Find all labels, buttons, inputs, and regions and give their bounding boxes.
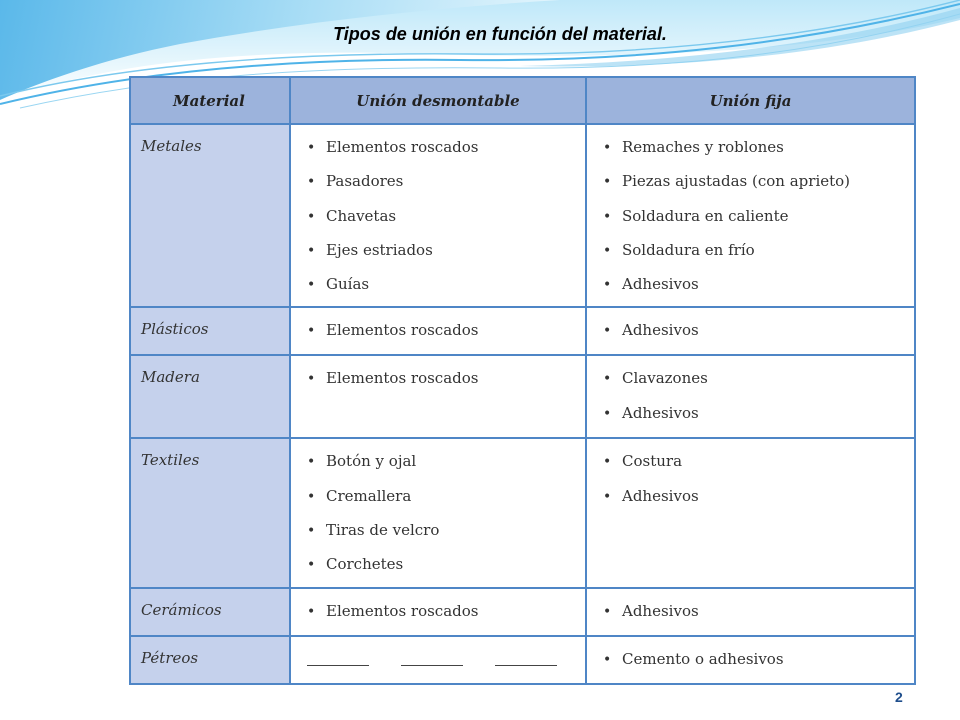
list-item: • Cremallera [307, 486, 412, 505]
table-row [130, 636, 915, 684]
dash-line [401, 665, 463, 666]
desmontable-list [307, 599, 585, 633]
list-item: • Adhesivos [603, 321, 699, 340]
fija-list [603, 647, 914, 681]
list-item: • Adhesivos [603, 602, 699, 621]
dash-line [307, 665, 369, 666]
fija-list [603, 599, 914, 633]
material-cell: Madera [130, 355, 290, 438]
material-cell: Metales [130, 124, 290, 307]
table-row [130, 124, 915, 307]
list-item: • Guías [307, 275, 370, 294]
header-material: Material [130, 77, 290, 124]
fija-cell [586, 355, 915, 438]
header-fija: Unión fija [586, 77, 915, 124]
desmontable-cell [290, 355, 586, 438]
fija-list [603, 318, 914, 352]
desmontable-cell [290, 636, 586, 684]
empty-dash-lines [307, 647, 585, 674]
fija-cell [586, 438, 915, 588]
desmontable-cell [290, 438, 586, 588]
desmontable-list [307, 366, 585, 400]
fija-cell [586, 307, 915, 355]
table-row [130, 307, 915, 355]
list-item: • Pasadores [307, 172, 404, 191]
list-item: • Tiras de velcro [307, 521, 440, 540]
desmontable-list [307, 135, 585, 306]
table-header-row [130, 77, 915, 124]
fija-cell [586, 588, 915, 636]
table-row [130, 588, 915, 636]
desmontable-cell [290, 588, 586, 636]
desmontable-list [307, 318, 585, 352]
list-item: • Corchetes [307, 555, 404, 574]
list-item: • Elementos roscados [307, 321, 479, 340]
list-item: • Remaches y roblones [603, 138, 784, 156]
dash-line [495, 665, 557, 666]
fija-cell [586, 124, 915, 307]
list-item: • Adhesivos [603, 403, 699, 422]
fija-cell [586, 636, 915, 684]
joints-table [129, 76, 916, 685]
list-item: • Botón y ojal [307, 452, 417, 471]
material-cell: Pétreos [130, 636, 290, 684]
table-row [130, 355, 915, 438]
material-cell: Cerámicos [130, 588, 290, 636]
list-item: • Costura [603, 452, 683, 471]
material-cell: Plásticos [130, 307, 290, 355]
list-item: • Adhesivos [603, 275, 699, 294]
fija-list [603, 366, 914, 435]
fija-list [603, 449, 914, 518]
table-row [130, 438, 915, 588]
list-item: • Chavetas [307, 206, 397, 225]
list-item: • Ejes estriados [307, 240, 433, 259]
list-item: • Soldadura en frío [603, 240, 755, 259]
list-item: • Soldadura en caliente [603, 206, 789, 225]
desmontable-cell [290, 124, 586, 307]
list-item: • Clavazones [603, 369, 708, 388]
list-item: • Cemento o adhesivos [603, 650, 784, 669]
slide-title: Tipos de unión en función del material. [333, 24, 667, 44]
desmontable-cell [290, 307, 586, 355]
material-cell: Textiles [130, 438, 290, 588]
list-item: • Piezas ajustadas (con aprieto) [603, 172, 851, 191]
list-item: • Adhesivos [603, 486, 699, 505]
header-desmontable: Unión desmontable [290, 77, 586, 124]
list-item: • Elementos roscados [307, 369, 479, 388]
list-item: • Elementos roscados [307, 138, 479, 156]
desmontable-list [307, 449, 585, 586]
page-number: 2 [895, 689, 903, 705]
list-item: • Elementos roscados [307, 602, 479, 621]
fija-list [603, 135, 914, 306]
